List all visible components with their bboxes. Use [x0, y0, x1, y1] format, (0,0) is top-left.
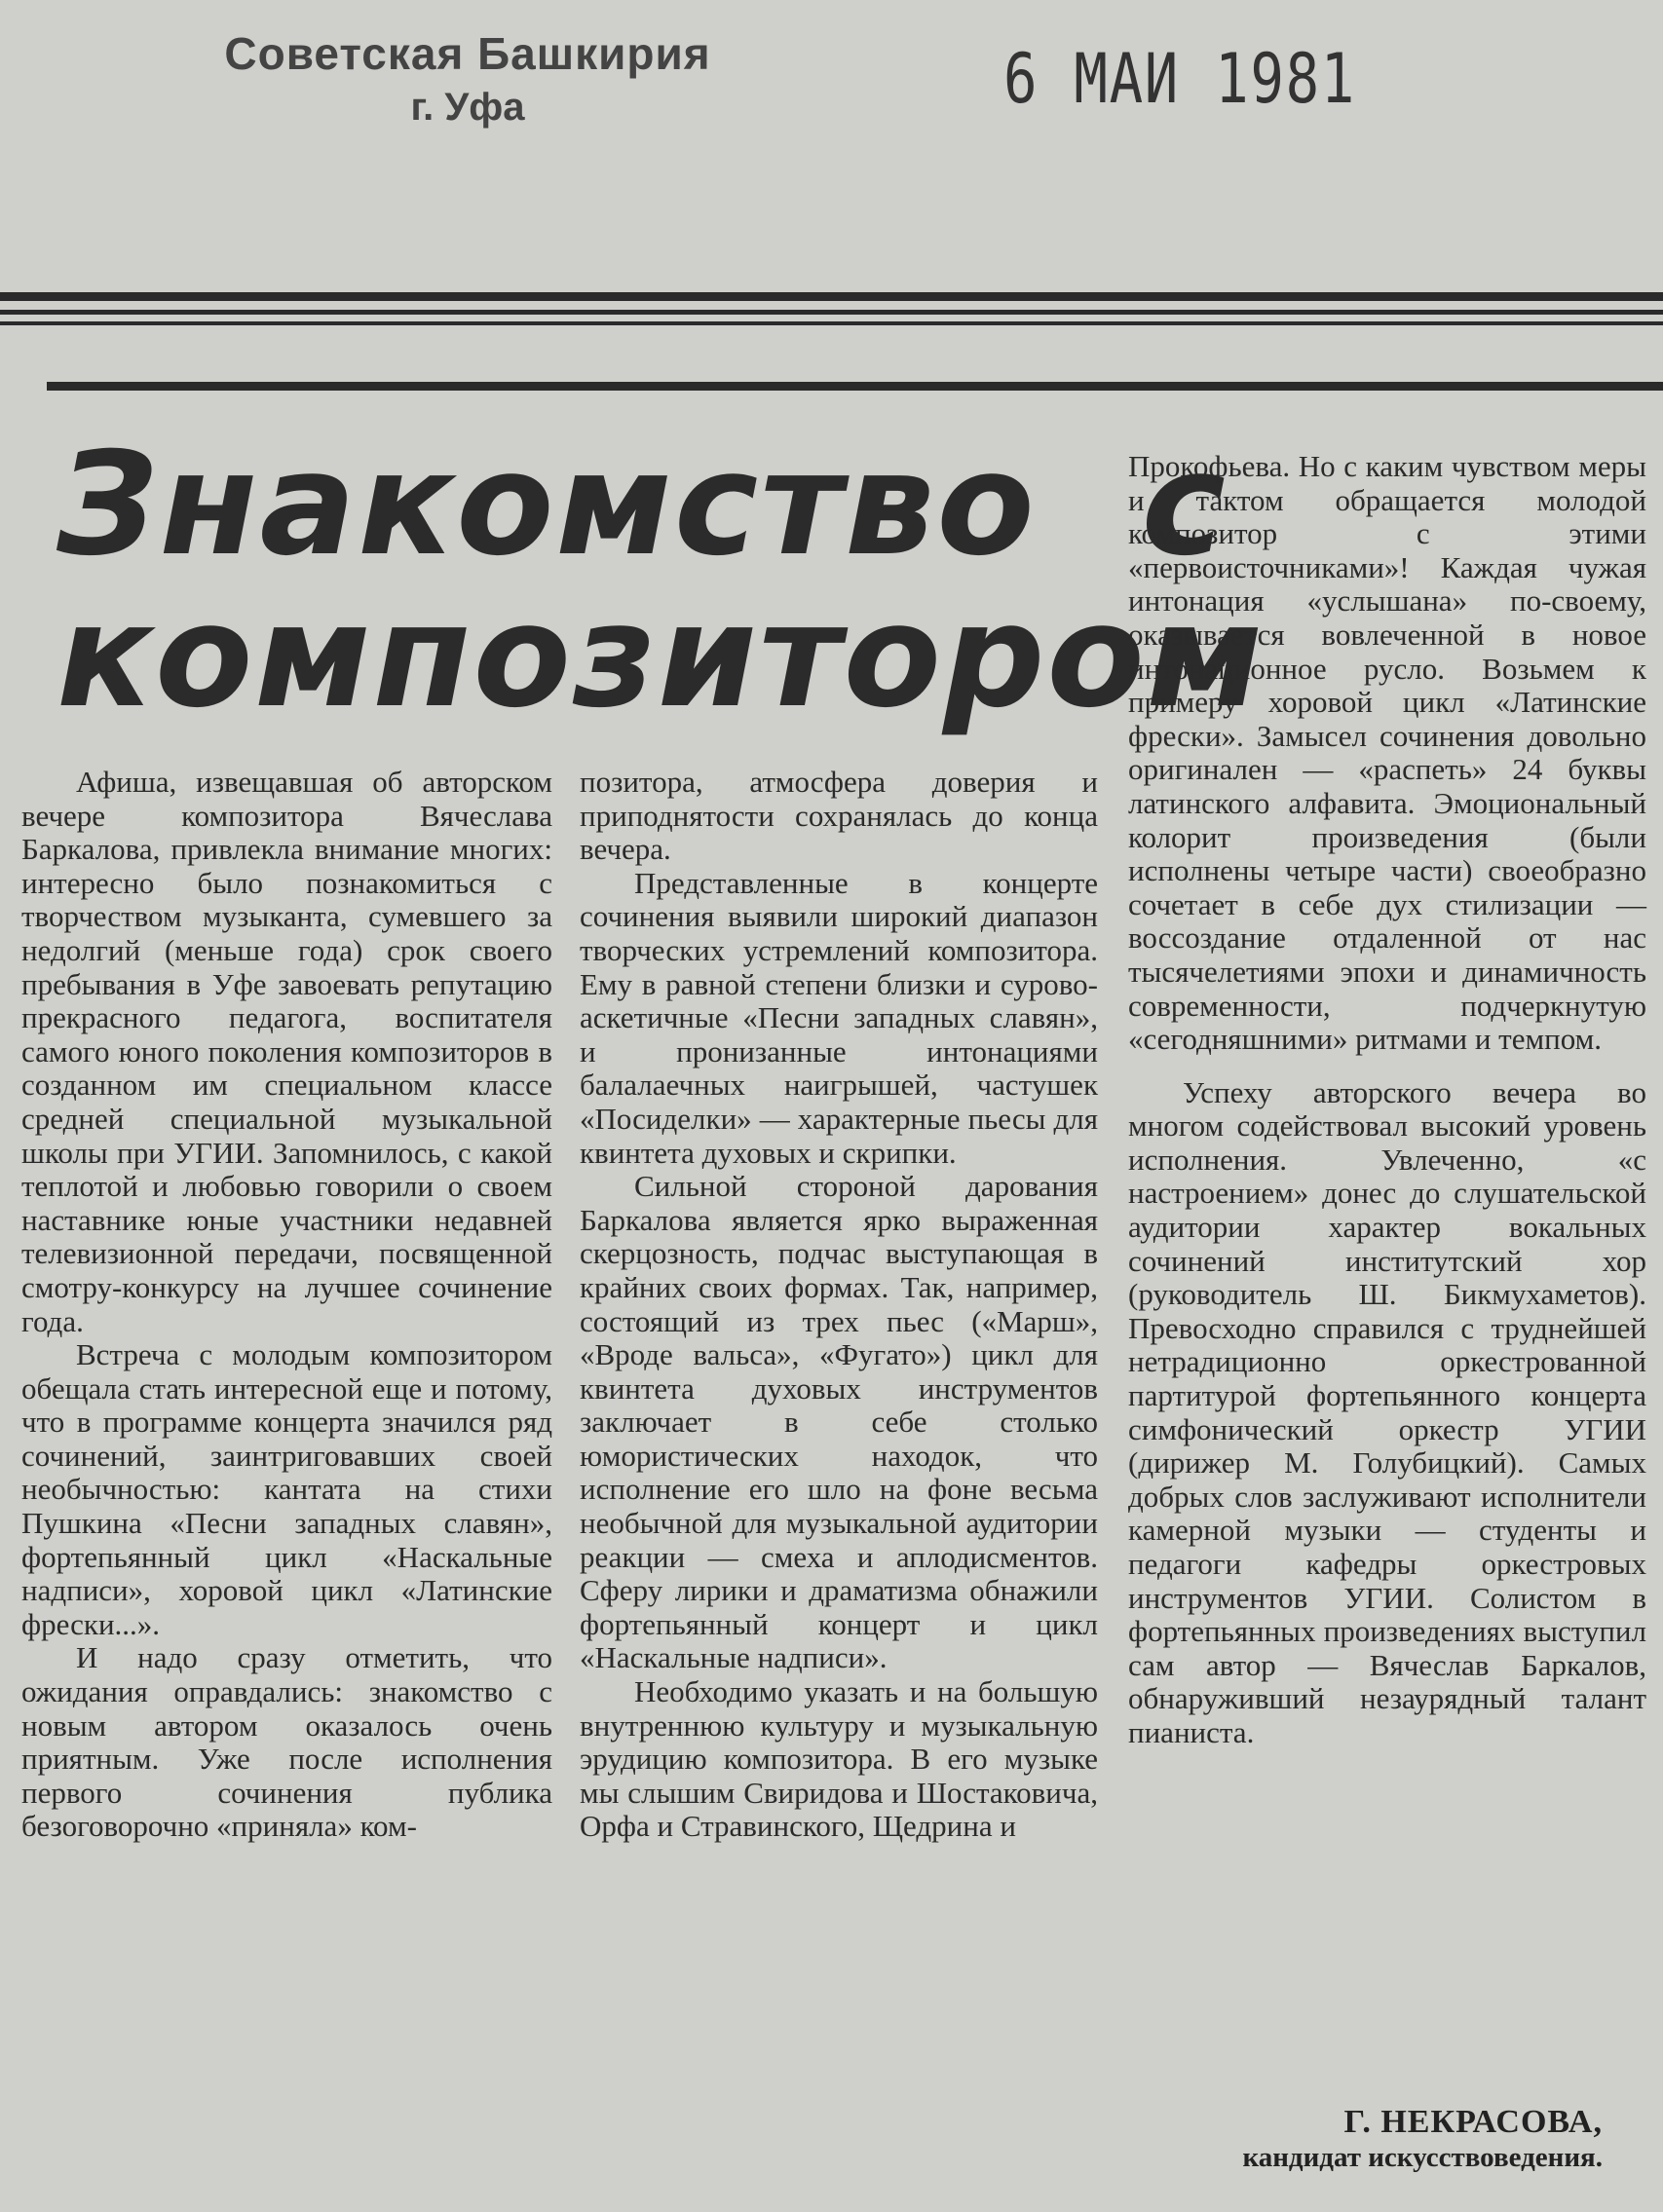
article-headline	[57, 422, 1266, 739]
author-signature	[1242, 2104, 1603, 2174]
paragraph: Афиша, извещавшая об авторском вечере композитора Вячеслава Баркалова, привлекла внимание многих: интересно было познакомиться с творчеством музыканта, сумевшего за недолгий (меньше года) срок своего пребывания в Уфе завоевать репутацию прекрасного педагога, воспитателя самого юного поколения композиторов в созданном им специальном классе средней специальной музыкальной школы при УГИИ. Запомнилось, с какой теплотой и любовью говорили о своем наставнике юные участники недавней телевизионной передачи, посвященной смотру-конкурсу на лучшее сочинение года.	[21, 765, 552, 1338]
newspaper-name: Советская Башкирия	[224, 28, 711, 79]
paragraph: И надо сразу отметить, что ожидания оправдались: знакомство с новым автором оказалось очень приятным. Уже после исполнения первого сочинения публика безоговорочно «приняла» ком-	[21, 1640, 552, 1844]
headline-line-2: композитором	[57, 574, 1266, 739]
author-title: кандидат искусствоведения.	[1242, 2142, 1603, 2173]
paragraph: Прокофьева. Но с каким чувством меры и тактом обращается молодой композитор с этими «первоисточниками»! Каждая чужая интонация «услышана» по-своему, оказывается вовлеченной в новое интонационное русло. Возьмем к примеру хоровой цикл «Латинские фрески». Замысел сочинения довольно оригинален — «распеть» 24 буквы латинского алфавита. Эмоциональный колорит произведения (были исполнены четыре части) своеобразно сочетает в себе дух стилизации — воссоздание отдаленной от нас тысячелетиями эпохи и динамичность современности, подчеркнутую «сегодняшними» ритмами и темпом.	[1128, 449, 1646, 1057]
article-column-1	[21, 766, 552, 1844]
paragraph: Необходимо указать и на большую внутреннюю культуру и музыкальную эрудицию композитора. В его музыке мы слышим Свиридова и Шостаковича, Орфа и Стравинского, Щедрина и	[580, 1674, 1098, 1844]
author-name: Г. НЕКРАСОВА,	[1343, 2104, 1603, 2140]
paragraph: Встреча с молодым композитором обещала стать интересной еще и потому, что в программе концерта значился ряд сочинений, заинтриговавших своей необычностью: кантата на стихи Пушкина «Песни западных славян», фортепьянный цикл «Наскальные надписи», хоровой цикл «Латинские фрески...».	[21, 1337, 552, 1641]
paragraph: Успеху авторского вечера во многом содействовал высокий уровень исполнения. Увлеченно, «с настроением» донес до слушательской аудитории характер вокальных сочинений институтский хор (руководитель Ш. Бикмухаметов). Превосходно справился с труднейшей нетрадиционно оркестрованной партитурой фортепьянного концерта симфонический оркестр УГИИ (дирижер М. Голубицкий). Самых добрых слов заслуживают исполнители камерной музыки — студенты и педагоги кафедры оркестровых инструментов УГИИ. Солистом в фортепьянных произведениях выступил сам автор — Вячеслав Баркалов, обнаруживший незаурядный талант пианиста.	[1128, 1074, 1646, 1749]
headline-line-1: Знакомство с	[57, 422, 1228, 587]
divider-rule	[47, 382, 1663, 391]
article-column-3	[1128, 450, 1646, 1750]
paragraph: Сильной стороной дарования Баркалова является ярко выраженная скерцозность, подчас выступающая в крайних своих формах. Так, например, состоящий из трех пьес («Марш», «Вроде вальса», «Фугато») цикл для квинтета духовых инструментов заключает в себе столько юмористических находок, что исполнение его шло на фоне весьма необычной для музыкальной аудитории реакции — смеха и аплодисментов. Сферу лирики и драматизма обнажили фортепьянный концерт и цикл «Наскальные надписи».	[580, 1169, 1098, 1675]
paragraph: позитора, атмосфера доверия и приподнятости сохранялась до конца вечера.	[580, 765, 1098, 867]
newspaper-stamp	[175, 27, 760, 130]
divider-rule	[0, 321, 1663, 325]
paragraph: Представленные в концерте сочинения выявили широкий диапазон творческих устремлений композитора. Ему в равной степени близки и сурово-аскетичные «Песни западных славян», и пронизанные интонациями балалаечных наигрышей, частушек «Посиделки» — характерные пьесы для квинтета духовых и скрипки.	[580, 865, 1098, 1170]
divider-rule	[0, 310, 1663, 315]
newspaper-city: г. Уфа	[410, 86, 525, 129]
article-column-2	[580, 766, 1098, 1844]
divider-rule	[0, 292, 1663, 301]
date-stamp: 6 МАИ 1981	[1003, 39, 1356, 119]
